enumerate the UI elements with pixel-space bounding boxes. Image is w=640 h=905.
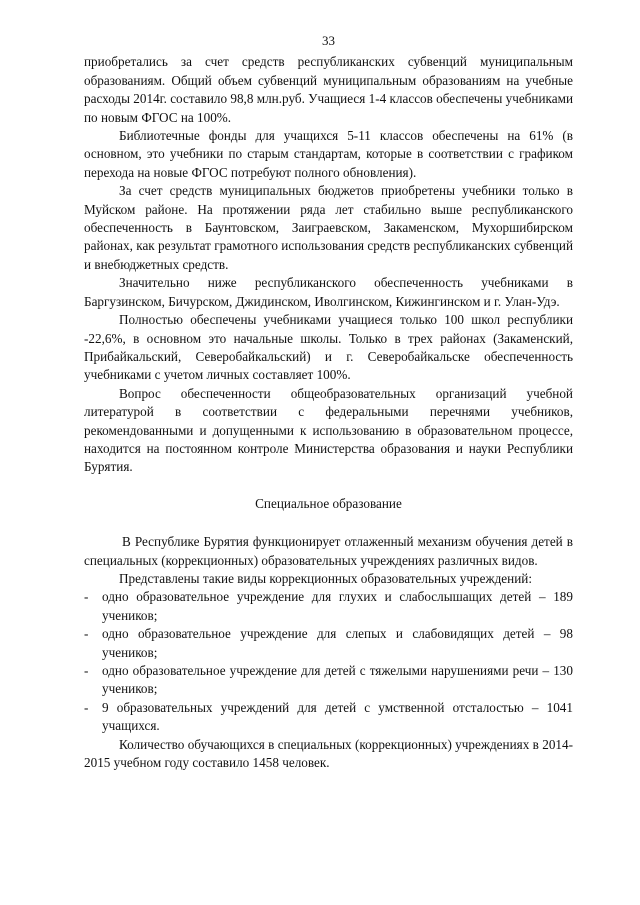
section-heading: Специальное образование (255, 495, 402, 511)
paragraph-student-count: Количество обучающихся в специальных (коррекционных) учреждениях в 2014-2015 учебном году составило 1458 человек. (84, 736, 573, 771)
paragraph-below-average: Значительно ниже республиканского обеспеченность учебниками в Баргузинском, Бичурском, Джидинском, Иволгинском, Кижингинском и г. Улан-Удэ. (84, 275, 573, 309)
list-item-text: одно образовательное учреждение для слепых и слабовидящих детей – 98 учеников; (102, 626, 573, 660)
list-marker: - (84, 626, 89, 642)
list-item (84, 588, 573, 625)
paragraph-fully-provided: Полностью обеспечены учебниками учащиеся только 100 школ республики -22,6%, в основном это начальные школы. Только в трех районах (Закаменский, Прибайкальский, Северобайкальский) и г. Северобайкальске обеспеченность учебниками с учетом личных составляет 100%. (84, 312, 573, 383)
list-item (84, 625, 573, 662)
list-item (84, 699, 573, 736)
list-item-text: одно образовательное учреждение для детей с тяжелыми нарушениями речи – 130 учеников; (102, 663, 573, 697)
institution-list (84, 588, 573, 735)
list-marker: - (84, 663, 89, 678)
paragraph-institution-types: Представлены такие виды коррекционных образовательных учреждений: (119, 570, 532, 586)
list-item-text: 9 образовательных учреждений для детей с умственной отсталостью – 1041 учащихся. (102, 699, 573, 734)
list-marker: - (84, 699, 89, 715)
paragraph-municipal-budgets: За счет средств муниципальных бюджетов приобретены учебники только в Муйском районе. На протяжении ряда лет стабильно выше республиканского обеспеченность в Баунтовском, Заиграевском, Закаменском, Мухоршибирском районах, как результат грамотного использования средств республиканских субвенций и внебюджетных средств. (84, 183, 573, 272)
paragraph-ministry-control: Вопрос обеспеченности общеобразовательных организаций учебной литературой в соответствии с федеральными перечнями учебников, рекомендованными и допущенными к использованию в образовательном процессе, находится на постоянном контроле Министерства образования и науки Республики Бурятия. (84, 385, 573, 475)
paragraph-special-education-intro: В Республике Бурятия функционирует отлаженный механизм обучения детей в специальных (коррекционных) образовательных учреждениях различных видов. (84, 534, 573, 568)
paragraph-library-funds: Библиотечные фонды для учащихся 5-11 классов обеспечены на 61% (в основном, это учебники по старым стандартам, которые в соответствии с графиком перехода на новые ФГОС потребуют полного обновления). (84, 128, 573, 180)
paragraph-subsidies: приобретались за счет средств республиканских субвенций муниципальным образованиям. Общий объем субвенций муниципальным образованиям на учебные расходы 2014г. составило 98,8 млн.руб. Учащиеся 1-4 классов обеспечены учебниками по новым ФГОС на 100%. (84, 54, 573, 125)
document-page (84, 32, 573, 772)
page-number: 33 (322, 33, 335, 48)
list-item (84, 662, 573, 699)
list-item-text: одно образовательное учреждение для глухих и слабослышащих детей – 189 учеников; (102, 589, 573, 623)
list-marker: - (84, 589, 89, 605)
